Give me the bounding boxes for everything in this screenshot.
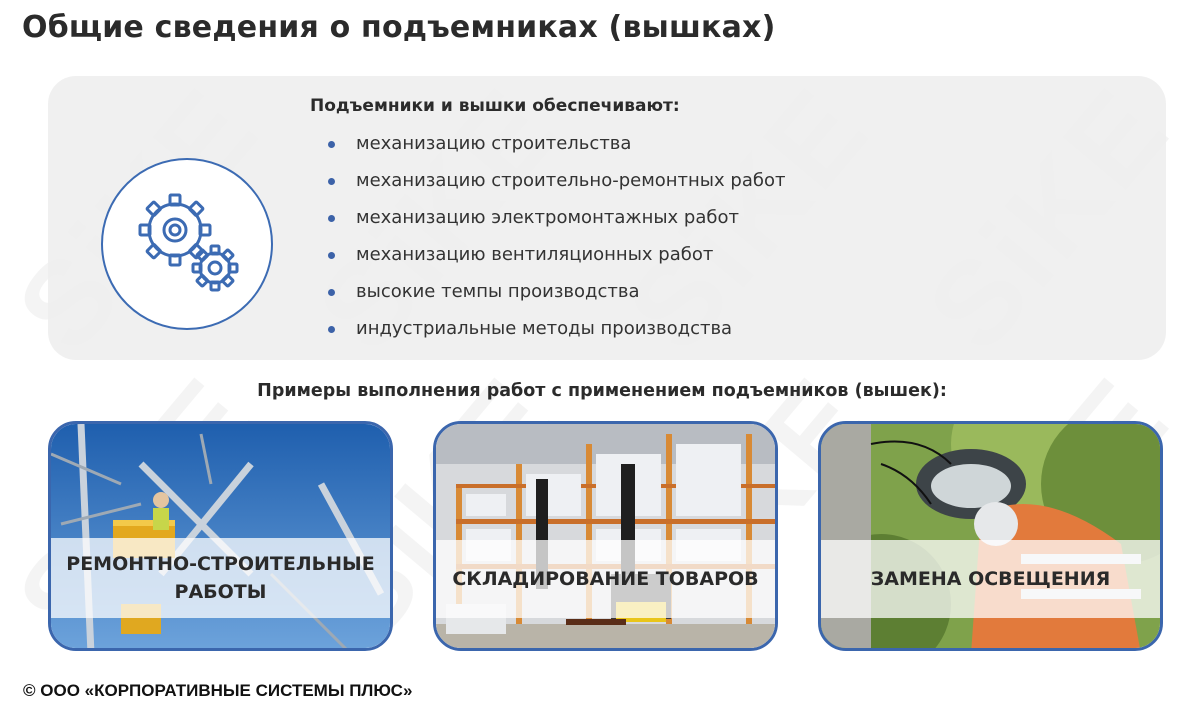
list-item <box>328 206 785 243</box>
examples-title: Примеры выполнения работ с применением подъемников (вышек): <box>257 381 947 401</box>
list-item-text: механизацию строительства <box>356 133 632 154</box>
example-card-construction <box>48 421 393 651</box>
page-title: Общие сведения о подъемниках (вышках) <box>22 10 776 45</box>
panel-intro: Подъемники и вышки обеспечивают: <box>310 96 680 116</box>
card-label: ЗАМЕНА ОСВЕЩЕНИЯ <box>870 568 1111 590</box>
bullet-icon <box>328 252 335 259</box>
list-item <box>328 132 785 169</box>
card-label: СКЛАДИРОВАНИЕ ТОВАРОВ <box>452 568 759 590</box>
list-item-text: механизацию электромонтажных работ <box>356 207 739 228</box>
bullet-icon <box>328 215 335 222</box>
list-item <box>328 243 785 280</box>
benefits-list <box>328 132 785 354</box>
example-card-warehouse <box>433 421 778 651</box>
list-item-text: механизацию строительно-ремонтных работ <box>356 170 786 191</box>
card-label-band <box>821 540 1160 618</box>
list-item <box>328 169 785 206</box>
gears-icon <box>101 158 273 330</box>
bullet-icon <box>328 289 335 296</box>
list-item <box>328 317 785 354</box>
bullet-icon <box>328 178 335 185</box>
copyright-footer: © ООО «КОРПОРАТИВНЫЕ СИСТЕМЫ ПЛЮС» <box>23 681 413 700</box>
list-item-text: высокие темпы производства <box>356 281 640 302</box>
list-item-text: механизацию вентиляционных работ <box>356 244 714 265</box>
card-label-band <box>436 540 775 618</box>
bullet-icon <box>328 141 335 148</box>
example-card-lighting <box>818 421 1163 651</box>
list-item-text: индустриальные методы производства <box>356 318 733 339</box>
info-panel <box>48 76 1166 360</box>
card-label-band <box>51 538 390 618</box>
list-item <box>328 280 785 317</box>
bullet-icon <box>328 326 335 333</box>
card-label: РЕМОНТНО-СТРОИТЕЛЬНЫЕ РАБОТЫ <box>66 553 375 603</box>
